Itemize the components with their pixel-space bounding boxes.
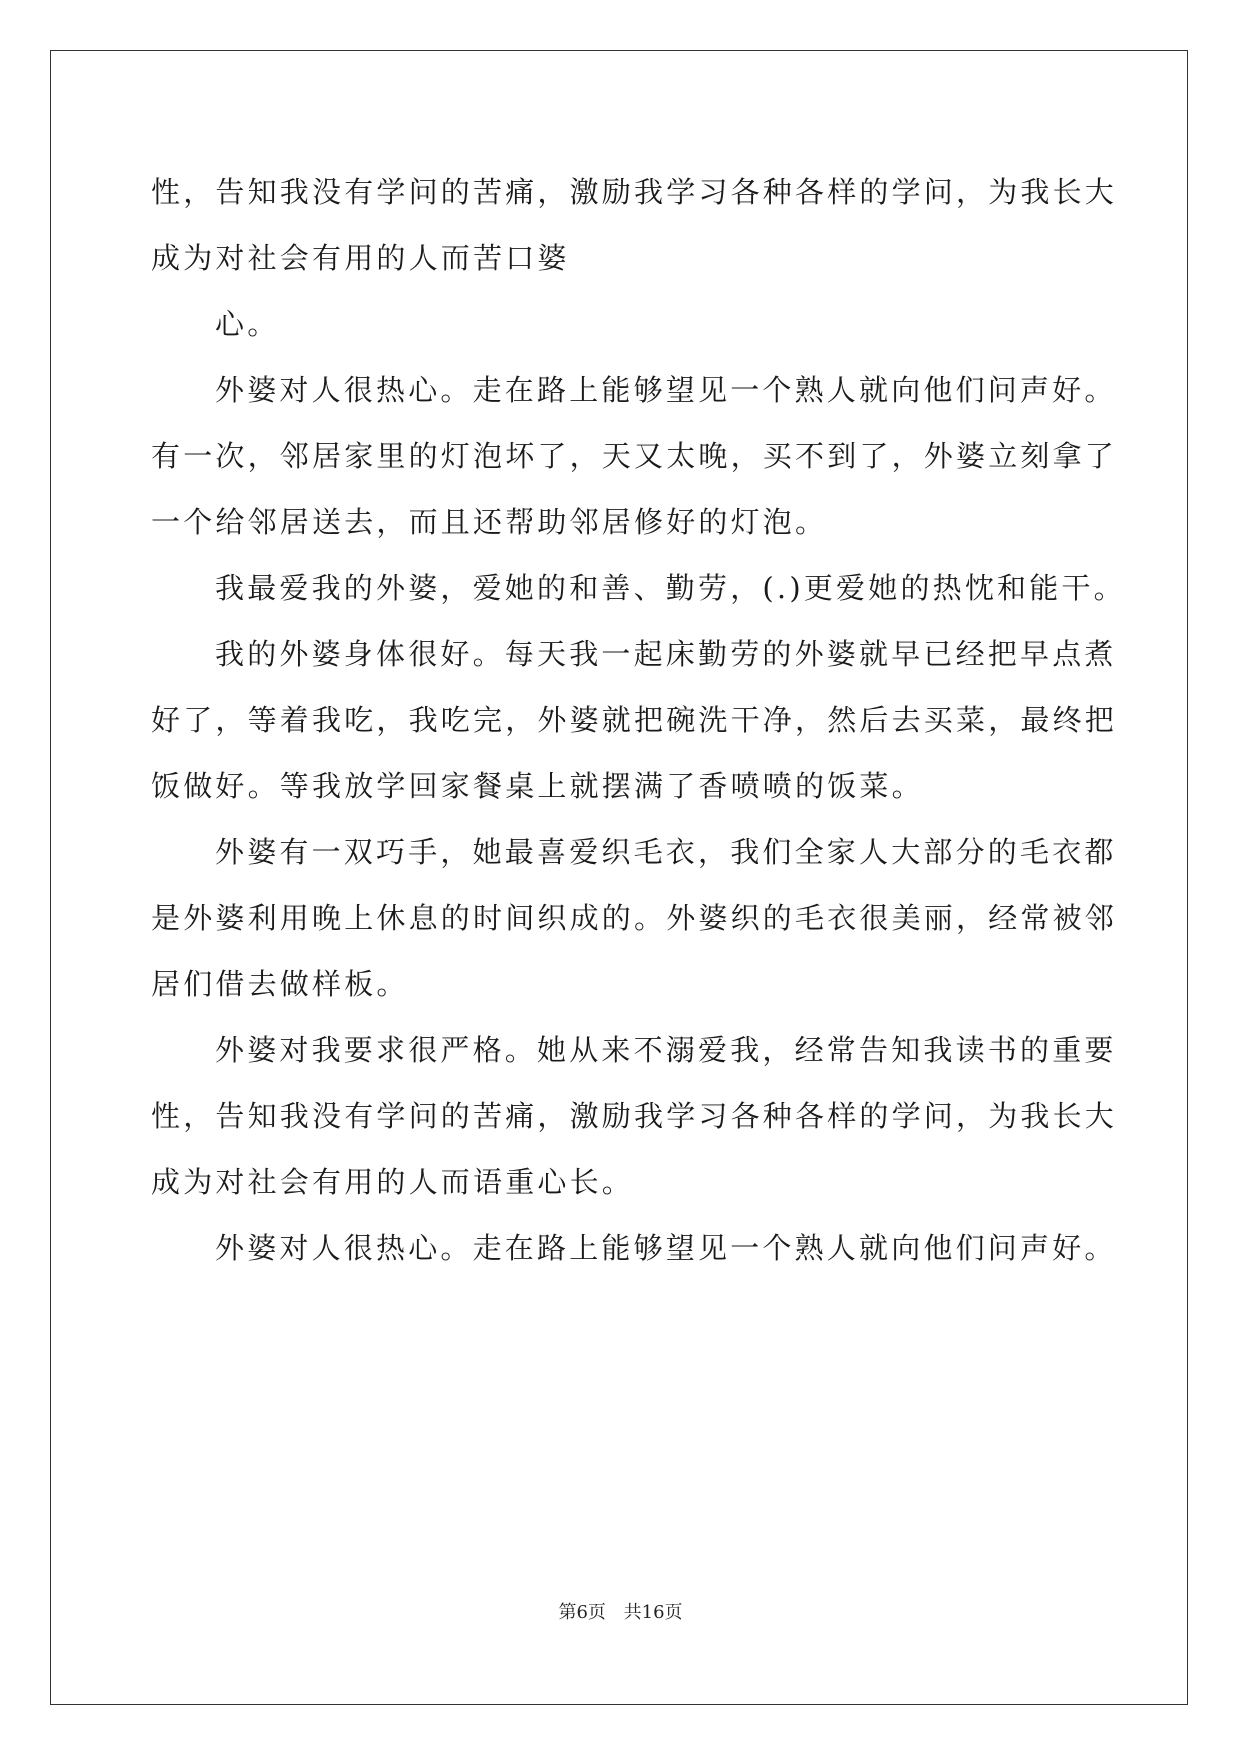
paragraph-start: 外婆对人很热心。走在路上能够望见一个熟人就向他们问声好。 <box>215 1231 1117 1265</box>
page-total: 共16页 <box>623 1602 683 1623</box>
paragraph-start: 外婆对人很热心。走在路上能够望见一个熟人就向他们问声好。 <box>215 373 1117 407</box>
text-line: 好了，等着我吃，我吃完，外婆就把碗洗干净，然后去买菜，最终把 <box>151 703 1118 737</box>
text-line: 性，告知我没有学问的苦痛，激励我学习各种各样的学问，为我长大 <box>151 175 1118 209</box>
page-footer <box>0 1598 1241 1624</box>
paragraph-start: 外婆有一双巧手，她最喜爱织毛衣，我们全家人大部分的毛衣都 <box>215 835 1117 869</box>
text-line: 成为对社会有用的人而苦口婆 <box>151 241 570 275</box>
document-body <box>151 159 1126 1281</box>
page-number: 第6页 <box>558 1602 606 1623</box>
text-line: 成为对社会有用的人而语重心长。 <box>151 1165 635 1199</box>
paragraph-start: 外婆对我要求很严格。她从来不溺爱我，经常告知我读书的重要 <box>215 1033 1117 1067</box>
text-line: 有一次，邻居家里的灯泡坏了，天又太晚，买不到了，外婆立刻拿了 <box>151 439 1118 473</box>
text-line: 性，告知我没有学问的苦痛，激励我学习各种各样的学问，为我长大 <box>151 1099 1118 1133</box>
paragraph-start: 我最爱我的外婆，爱她的和善、勤劳，(.)更爱她的热忱和能干。 <box>215 571 1126 605</box>
text-line: 是外婆利用晚上休息的时间织成的。外婆织的毛衣很美丽，经常被邻 <box>151 901 1118 935</box>
text-line: 居们借去做样板。 <box>151 967 409 1001</box>
paragraph-start: 我的外婆身体很好。每天我一起床勤劳的外婆就早已经把早点煮 <box>215 637 1117 671</box>
text-line: 一个给邻居送去，而且还帮助邻居修好的灯泡。 <box>151 505 828 539</box>
text-line: 心。 <box>215 307 280 341</box>
text-line: 饭做好。等我放学回家餐桌上就摆满了香喷喷的饭菜。 <box>151 769 924 803</box>
